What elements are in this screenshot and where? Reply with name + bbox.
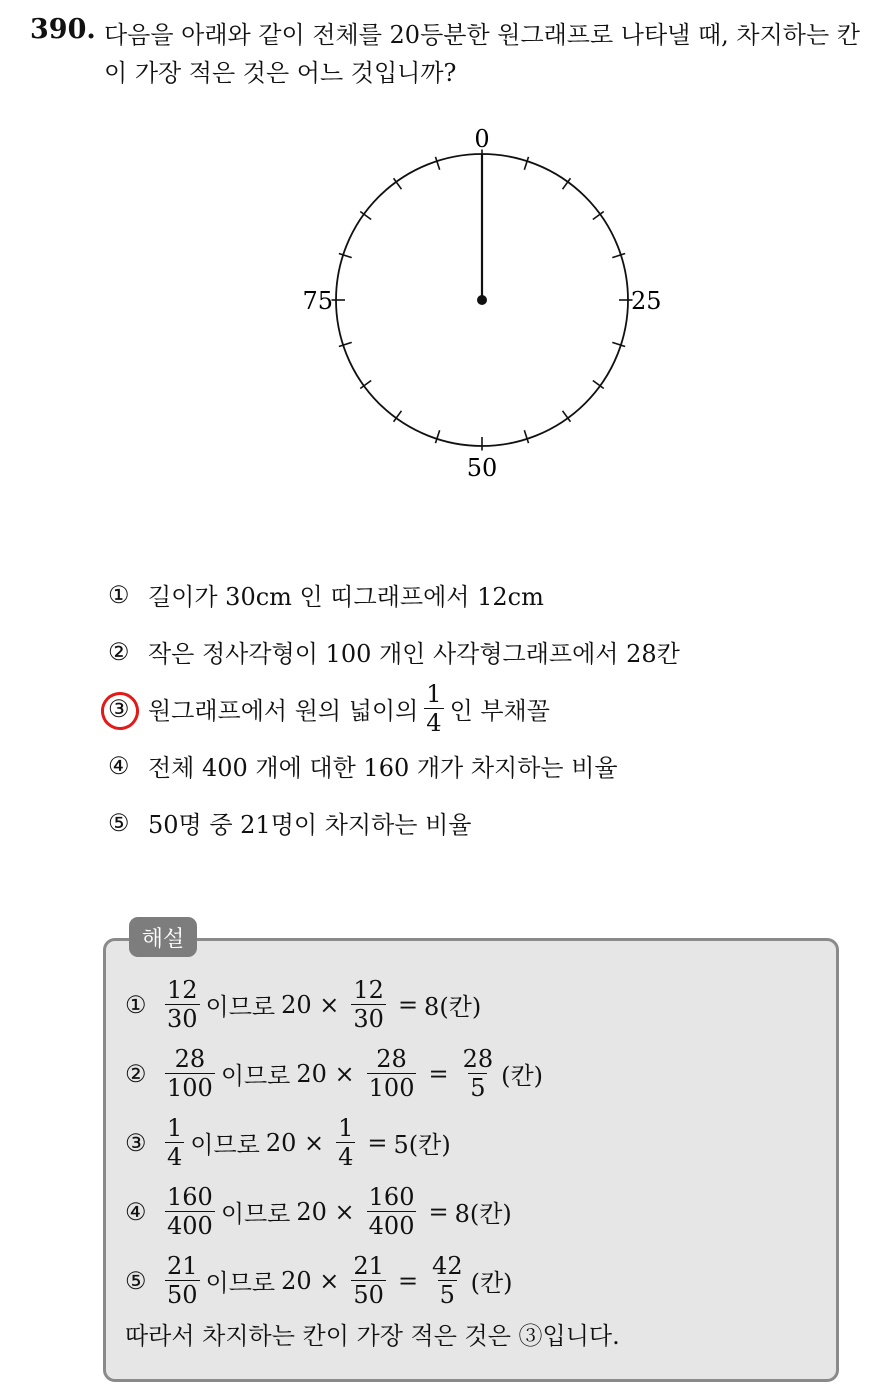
choice-text: 작은 정사각형이 100 개인 사각형그래프에서 28칸 xyxy=(148,640,680,668)
question-text: 다음을 아래와 같이 전체를 20등분한 원그래프로 나타낼 때, 차지하는 칸이 가장 적은 것은 어느 것입니까? xyxy=(104,21,860,87)
solution-lines xyxy=(125,970,543,1315)
solution-line-3: ③ $\frac{1}{4}$ 이므로 20 × $\frac{1}{4}$ = 5(칸) xyxy=(125,1114,451,1171)
fraction: $\frac{42}{5}$ xyxy=(432,1252,463,1309)
fraction: $\frac{28}{100}$ xyxy=(368,1045,415,1102)
fraction: $\frac{12}{30}$ xyxy=(167,976,198,1033)
label-left: 75 xyxy=(302,287,333,315)
choice-3[interactable] xyxy=(108,680,680,737)
choice-text: 인 부채꼴 xyxy=(449,697,550,725)
solution-line-5: ⑤ $\frac{21}{50}$ 이므로 20 × $\frac{21}{50}$ = $\frac{42}{5}$ (칸) xyxy=(125,1252,513,1309)
fraction: $\frac{28}{5}$ xyxy=(462,1045,494,1102)
solution-conclusion: 따라서 차지하는 칸이 가장 적은 것은 ③입니다. xyxy=(125,1322,620,1350)
choice-1[interactable] xyxy=(108,566,680,623)
label-top: 0 xyxy=(474,125,490,153)
fraction: $\frac{28}{100}$ xyxy=(167,1045,213,1102)
choice-4[interactable] xyxy=(108,737,680,794)
choice-number: ④ xyxy=(108,751,130,780)
choice-text: 길이가 30cm 인 띠그래프에서 12cm xyxy=(148,583,544,611)
circle-graph xyxy=(0,0,884,520)
solution-tag: 해설 xyxy=(129,917,197,957)
choice-text: 전체 400 개에 대한 160 개가 차지하는 비율 xyxy=(148,754,618,782)
fraction: $\frac{1}{4}$ xyxy=(167,1114,183,1171)
choice-number: ⑤ xyxy=(108,808,130,837)
tick-mark xyxy=(612,253,625,257)
choice-2[interactable] xyxy=(108,623,680,680)
choice-text: 50명 중 21명이 차지하는 비율 xyxy=(148,811,472,839)
choice-number: ③ xyxy=(108,694,130,723)
solution-line-2: ② $\frac{28}{100}$ 이므로 20 × $\frac{28}{100}$ = $\frac{28}{5}$ (칸) xyxy=(125,1045,544,1102)
label-bottom: 50 xyxy=(466,454,498,482)
center-dot xyxy=(477,295,487,305)
choice-list xyxy=(108,566,680,851)
solution-line-4: ④ $\frac{160}{400}$ 이므로 20 × $\frac{160}{400}$ = 8(칸) xyxy=(125,1183,512,1240)
tick-mark xyxy=(612,342,625,346)
tick-mark xyxy=(524,157,528,170)
choice-number: ② xyxy=(108,637,130,666)
fraction: $\frac{12}{30}$ xyxy=(353,976,384,1033)
fraction: $\frac{1}{4}$ xyxy=(338,1114,354,1171)
fraction: $\frac{21}{50}$ xyxy=(353,1252,384,1309)
tick-mark xyxy=(435,157,439,170)
tick-mark xyxy=(524,430,528,443)
fraction: $\frac{160}{400}$ xyxy=(167,1183,213,1240)
question-number: 390. xyxy=(30,14,96,45)
choice-text: 원그래프에서 원의 넓이의 xyxy=(148,697,419,725)
solution-line-1: ① $\frac{12}{30}$ 이므로 20 × $\frac{12}{30}$ = 8(칸) xyxy=(125,976,482,1033)
tick-mark xyxy=(339,253,352,257)
choice-number: ① xyxy=(108,580,130,609)
label-right: 25 xyxy=(631,287,662,315)
fraction: $\frac{160}{400}$ xyxy=(368,1183,415,1240)
choice-5[interactable] xyxy=(108,794,680,851)
fraction: $\frac{1}{4}$ xyxy=(426,680,442,737)
tick-mark xyxy=(435,430,439,443)
tick-mark xyxy=(339,342,352,346)
fraction: $\frac{21}{50}$ xyxy=(167,1252,198,1309)
